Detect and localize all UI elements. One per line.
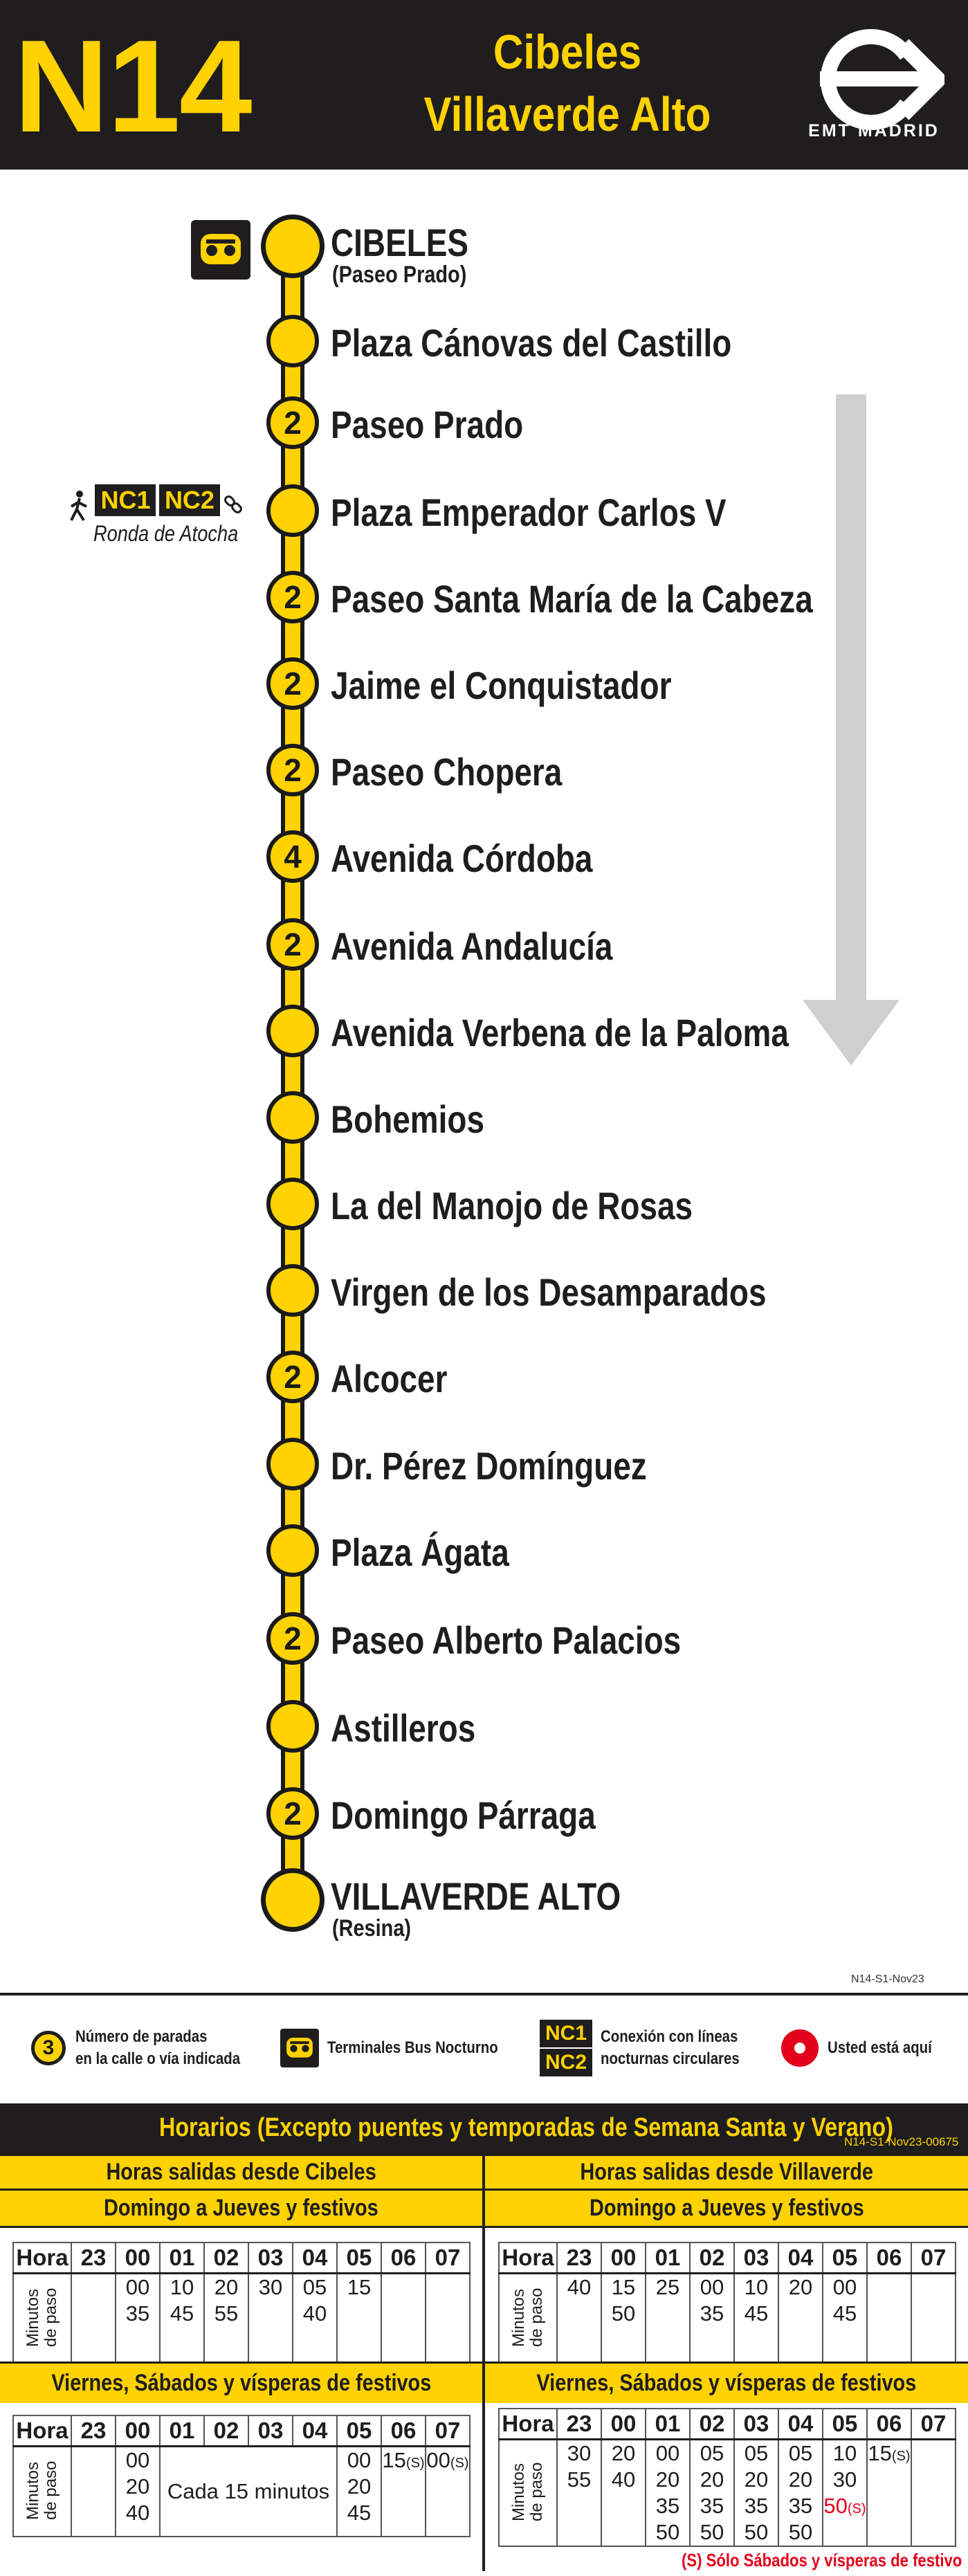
- legend-here-text: Usted está aquí: [828, 2038, 932, 2057]
- hour-cell: 23: [71, 2415, 116, 2447]
- stop-item: [0, 484, 968, 540]
- legend-terminal: [280, 2020, 528, 2076]
- left-weekday-table: [12, 2242, 471, 2364]
- stop-name: Plaza Emperador Carlos V: [331, 491, 727, 534]
- legend-stops-line2: en la calle o vía indicada: [75, 2049, 241, 2068]
- origin-name: Cibeles: [493, 25, 642, 79]
- stop-marker: 2: [266, 396, 319, 449]
- stop-marker: 2: [266, 1351, 319, 1403]
- minutes-row: [499, 2440, 956, 2547]
- hour-row: [13, 2415, 470, 2447]
- hour-cell: 23: [557, 2409, 601, 2440]
- hour-cell: 04: [293, 2415, 337, 2447]
- hour-label: Hora: [499, 2409, 557, 2440]
- hour-cell: 06: [867, 2409, 911, 2440]
- hour-cell: 06: [381, 2415, 426, 2447]
- timetable-code: N14-S1-Nov23-00675: [844, 2135, 959, 2148]
- legend-nc: [540, 2020, 764, 2076]
- hour-cell: 07: [426, 2415, 470, 2447]
- minutes-cell: 30: [248, 2274, 293, 2364]
- hour-cell: 01: [646, 2409, 690, 2440]
- hour-cell: 03: [734, 2242, 778, 2274]
- legend-here: [780, 2020, 950, 2076]
- minutes-cell: [911, 2440, 956, 2547]
- minutes-cell: 40: [557, 2274, 601, 2364]
- stop-marker: [261, 214, 325, 278]
- minutes-label: Minutos de paso: [499, 2440, 557, 2547]
- hour-cell: 01: [160, 2415, 204, 2447]
- stop-item: [0, 918, 968, 974]
- stop-marker: [266, 1264, 319, 1317]
- minutes-cell: [426, 2274, 470, 2364]
- stop-name: Avenida Verbena de la Paloma: [331, 1011, 789, 1054]
- stop-subname: (Paseo Prado): [332, 262, 467, 288]
- stop-name: VILLAVERDE ALTO: [331, 1874, 621, 1918]
- minutes-cell: 10 30 50(S): [823, 2440, 867, 2547]
- stop-marker: [266, 1178, 319, 1230]
- minutes-cell-saturday: 00(S): [426, 2447, 470, 2537]
- minutes-cell: [911, 2274, 956, 2364]
- every-15-cell: [160, 2447, 337, 2537]
- minutes-cell: 05 20 35 50: [690, 2440, 734, 2547]
- hour-cell: 02: [690, 2409, 734, 2440]
- minutes-cell: 00 20 40: [116, 2447, 160, 2537]
- stop-name: La del Manojo de Rosas: [331, 1184, 693, 1227]
- right-section-header: [485, 2156, 968, 2191]
- hour-cell: 05: [337, 2242, 381, 2274]
- hour-label: Hora: [13, 2415, 71, 2447]
- legend-terminal-text: Terminales Bus Nocturno: [327, 2038, 498, 2057]
- timetable-title-bar: [0, 2103, 968, 2156]
- stop-marker: 2: [266, 918, 319, 971]
- minutes-row: [13, 2274, 470, 2364]
- stop-name: Domingo Párraga: [331, 1793, 596, 1837]
- stop-item: [0, 1005, 968, 1060]
- stop-name: Avenida Córdoba: [331, 837, 593, 880]
- minutes-cell: [867, 2274, 911, 2364]
- stop-item: [0, 1612, 968, 1668]
- map-code: N14-S1-Nov23: [851, 1973, 924, 1985]
- hour-cell: 05: [337, 2415, 381, 2447]
- hour-cell: 02: [204, 2415, 248, 2447]
- right-weekday-header: [485, 2191, 968, 2228]
- stop-name: Paseo Santa María de la Cabeza: [331, 577, 813, 621]
- stop-item: [0, 1178, 968, 1233]
- hour-cell: 00: [116, 2415, 160, 2447]
- stop-name: Paseo Chopera: [331, 750, 563, 794]
- minutes-cell: [71, 2447, 116, 2537]
- minutes-cell: 20 40: [601, 2440, 646, 2547]
- minutes-cell: 05 20 35 50: [778, 2440, 823, 2547]
- stop-item: [0, 744, 968, 799]
- legend-nc-line1: Conexión con líneas: [601, 2027, 738, 2046]
- stop-marker: 2: [266, 657, 319, 710]
- hour-label: Hora: [13, 2242, 71, 2274]
- stop-count-sample: 3: [31, 2031, 66, 2065]
- line-code: N14: [14, 13, 251, 160]
- hour-cell: 23: [557, 2242, 601, 2274]
- minutes-cell: 05 20 35 50: [734, 2440, 778, 2547]
- minutes-cell: 10 45: [734, 2274, 778, 2364]
- stop-marker: [266, 1091, 319, 1144]
- minutes-cell: [71, 2274, 116, 2364]
- hour-cell: 05: [823, 2242, 867, 2274]
- hour-cell: 02: [204, 2242, 248, 2274]
- minutes-cell: 05 40: [293, 2274, 337, 2364]
- destination-name: Villaverde Alto: [423, 87, 711, 141]
- stop-item: [0, 315, 968, 370]
- stop-item: [0, 830, 968, 886]
- hour-cell: 07: [426, 2242, 470, 2274]
- stop-name: Plaza Cánovas del Castillo: [331, 321, 732, 365]
- stop-marker: [266, 1524, 319, 1577]
- stop-name: Paseo Alberto Palacios: [331, 1618, 682, 1662]
- connection-place: Ronda de Atocha: [93, 521, 239, 546]
- stop-name: Virgen de los Desamparados: [331, 1270, 767, 1314]
- hour-cell: 23: [71, 2242, 116, 2274]
- right-weekend-header: [485, 2362, 968, 2403]
- stop-marker: 4: [266, 830, 319, 883]
- stop-item: [0, 1700, 968, 1755]
- nc2-badge: NC2: [159, 484, 220, 516]
- stop-marker: [266, 484, 319, 537]
- night-bus-terminal-icon: [280, 2029, 319, 2067]
- minutes-cell: 30 55: [557, 2440, 601, 2547]
- hour-row: [13, 2242, 470, 2274]
- hour-cell: 04: [293, 2242, 337, 2274]
- right-section-title: Horas salidas desde Villaverde: [580, 2159, 873, 2185]
- stop-name: Jaime el Conquistador: [331, 664, 672, 707]
- right-weekend-table: [498, 2408, 956, 2547]
- minutes-cell: 00 35: [690, 2274, 734, 2364]
- hour-cell: 06: [867, 2242, 911, 2274]
- minutes-row: [13, 2447, 470, 2537]
- stop-item: [0, 1264, 968, 1319]
- stop-item: [0, 571, 968, 626]
- legend-divider-top: [0, 1993, 968, 1995]
- stop-name: CIBELES: [331, 221, 469, 264]
- stop-item: [0, 1091, 968, 1147]
- minutes-cell: 00 35: [116, 2274, 160, 2364]
- stop-name: Alcocer: [331, 1357, 448, 1400]
- stop-item: [0, 657, 968, 713]
- brand-name: EMT MADRID: [808, 121, 940, 140]
- stop-marker: [266, 1700, 319, 1753]
- stop-item: [0, 1351, 968, 1406]
- hour-cell: 03: [248, 2242, 293, 2274]
- stop-subname: (Resina): [332, 1915, 412, 1942]
- stop-name: Astilleros: [331, 1706, 476, 1750]
- hour-row: [499, 2409, 956, 2440]
- hour-row: [499, 2242, 956, 2274]
- hour-cell: 06: [381, 2242, 426, 2274]
- hour-cell: 01: [646, 2242, 690, 2274]
- stop-marker: 2: [266, 571, 319, 623]
- left-section-title: Horas salidas desde Cibeles: [106, 2159, 376, 2185]
- minutes-cell-saturday: 15(S): [867, 2440, 911, 2547]
- minutes-cell: 15 50: [601, 2274, 646, 2364]
- stop-item: [0, 1438, 968, 1493]
- minutes-cell: 15: [337, 2274, 381, 2364]
- stop-marker: [266, 1005, 319, 1057]
- hour-cell: 04: [778, 2409, 823, 2440]
- hour-cell: 00: [601, 2242, 646, 2274]
- stop-item: [0, 396, 968, 452]
- stop-item: [0, 1868, 968, 1942]
- hour-cell: 07: [911, 2409, 956, 2440]
- minutes-cell-saturday: 15(S): [381, 2447, 426, 2537]
- minutes-cell: 00 20 45: [337, 2447, 381, 2537]
- stop-marker: [261, 1868, 325, 1932]
- every-15-text: Cada 15 minutos: [167, 2478, 330, 2503]
- timetable-title: Horarios (Excepto puentes y temporadas de Semana Santa y Verano): [159, 2113, 893, 2142]
- minutes-cell: 00 20 35 50: [646, 2440, 690, 2547]
- nc2-badge: NC2: [540, 2049, 592, 2076]
- hour-label: Hora: [499, 2242, 557, 2274]
- left-section-header: [0, 2156, 482, 2191]
- minutes-cell: 25: [646, 2274, 690, 2364]
- you-are-here-icon: [780, 2029, 819, 2067]
- minutes-cell: 00 45: [823, 2274, 867, 2364]
- stop-name: Plaza Ágata: [331, 1531, 509, 1574]
- stop-item: [0, 214, 968, 288]
- hour-cell: 00: [601, 2409, 646, 2440]
- legend-stops-line1: Número de paradas: [75, 2027, 208, 2046]
- stop-marker: [266, 315, 319, 367]
- saturday-footnote: (S) Sólo Sábados y vísperas de festivo: [682, 2550, 962, 2570]
- left-weekend-header: [0, 2362, 482, 2403]
- minutes-label: Minutos de paso: [13, 2274, 71, 2364]
- hour-cell: 05: [823, 2409, 867, 2440]
- right-weekend-title: Viernes, Sábados y vísperas de festivos: [536, 2370, 917, 2396]
- stop-name: Dr. Pérez Domínguez: [331, 1444, 647, 1488]
- right-weekday-table: [498, 2242, 956, 2364]
- nc1-badge: NC1: [540, 2020, 592, 2047]
- minutes-cell: 10 45: [160, 2274, 204, 2364]
- minutes-cell: 20 55: [204, 2274, 248, 2364]
- stop-item: [0, 1524, 968, 1580]
- hour-cell: 00: [116, 2242, 160, 2274]
- legend-nc-line2: nocturnas circulares: [601, 2049, 740, 2068]
- hour-cell: 04: [778, 2242, 823, 2274]
- minutes-cell: 20: [778, 2274, 823, 2364]
- right-weekday-title: Domingo a Jueves y festivos: [589, 2195, 864, 2221]
- stop-name: Bohemios: [331, 1097, 484, 1141]
- minutes-row: [499, 2274, 956, 2364]
- legend-stops: [31, 2020, 269, 2076]
- left-weekday-title: Domingo a Jueves y festivos: [104, 2195, 378, 2221]
- header: [0, 0, 968, 170]
- hour-cell: 03: [248, 2415, 293, 2447]
- stop-marker: 2: [266, 1612, 319, 1665]
- stop-name: Paseo Prado: [331, 403, 524, 446]
- left-weekday-header: [0, 2191, 482, 2228]
- hour-cell: 07: [911, 2242, 956, 2274]
- stop-marker: [266, 1438, 319, 1490]
- left-weekend-table: [12, 2415, 471, 2537]
- hour-cell: 01: [160, 2242, 204, 2274]
- left-weekend-title: Viernes, Sábados y vísperas de festivos: [51, 2370, 431, 2396]
- minutes-label: Minutos de paso: [499, 2274, 557, 2364]
- stop-marker: 2: [266, 744, 319, 796]
- stop-item: [0, 1787, 968, 1843]
- minutes-cell: [381, 2274, 426, 2364]
- hour-cell: 03: [734, 2409, 778, 2440]
- route-names: [412, 21, 722, 145]
- nc1-badge: NC1: [95, 484, 156, 516]
- stop-name: Avenida Andalucía: [331, 924, 613, 968]
- stop-marker: 2: [266, 1787, 319, 1840]
- hour-cell: 02: [690, 2242, 734, 2274]
- minutes-label: Minutos de paso: [13, 2447, 71, 2537]
